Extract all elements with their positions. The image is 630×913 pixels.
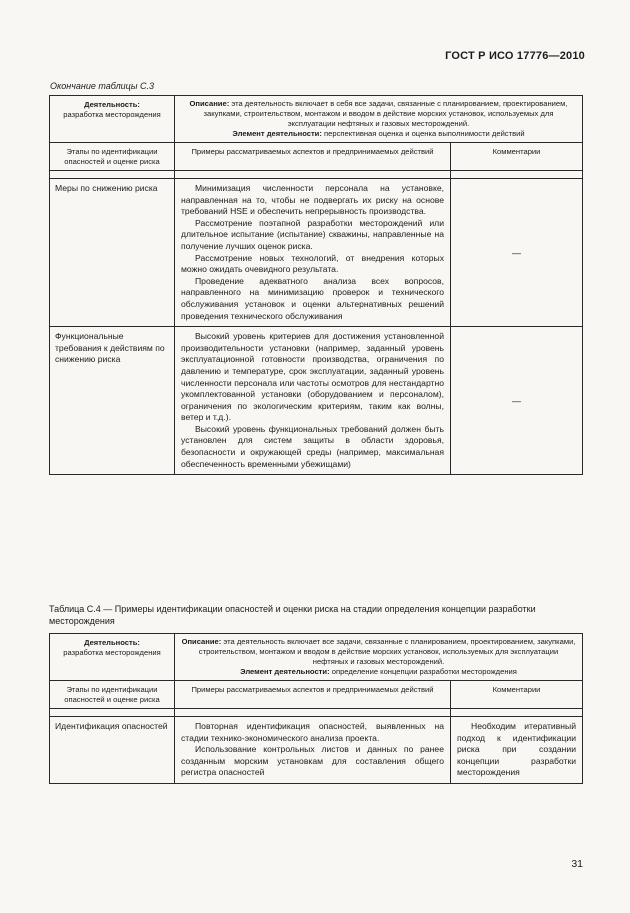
table-c4-element-text: определение концепции разработки месторождения (331, 667, 517, 676)
table-c3-row2-comment: — (451, 327, 583, 475)
table-c3-description-cell (175, 96, 583, 143)
table-c3-col-examples: Примеры рассматриваемых аспектов и предпринимаемых действий (175, 143, 451, 171)
table-c4-description-label: Описание: (181, 637, 222, 646)
paragraph: Высокий уровень критериев для достижения установленной производительности установки (например, заданный уровень эксплуатационной готовности производства, ограничения по давлению и температуре, срок эксплуатации, заданный уровень численности персонала или частоты осмотров для нестандартно укомплектованной установки (оборудованием и персоналом), ограничения по экологическим критериям, таким как волны, ветер и т.д.). (181, 331, 444, 423)
table-c3-col-comments: Комментарии (451, 143, 583, 171)
table-row (50, 717, 583, 784)
table-row (50, 327, 583, 475)
table-c3-row1-stage: Меры по снижению риска (50, 179, 175, 327)
table-c3-description-label: Описание: (189, 99, 230, 108)
table-c4-activity-text: разработка месторождения (63, 648, 161, 657)
page-number: 31 (571, 858, 583, 870)
table-c3-activity-label: Деятельность: (84, 100, 140, 109)
paragraph: Необходим итеративный подход к идентификации риска при создании концепции разработки месторождения (457, 721, 577, 778)
table-c4-activity-label: Деятельность: (84, 638, 140, 647)
table-c4-col-comments: Комментарии (451, 681, 583, 709)
table-c3-activity-text: разработка месторождения (63, 110, 161, 119)
table-c4-element-label: Элемент деятельности: (240, 667, 330, 676)
table-row (50, 179, 583, 327)
paragraph: Высокий уровень функциональных требований должен быть установлен для систем защиты в области здоровья, безопасности и окружающей среды (например, максимальная обеспеченность временными убежищами) (181, 423, 444, 469)
paragraph: Рассмотрение новых технологий, от внедрения которых можно ожидать очевидного результата. (181, 252, 444, 275)
table-c3-row1-comment: — (451, 179, 583, 327)
table-c3-row1-examples (175, 179, 451, 327)
paragraph: Рассмотрение поэтапной разработки месторождений или длительное испытание (испытание) скважины, направленные на получение лучших оценок риска. (181, 217, 444, 251)
table-c3-caption: Окончание таблицы С.3 (50, 81, 154, 91)
document-standard-code: ГОСТ Р ИСО 17776—2010 (445, 50, 585, 62)
table-c4-description-cell (175, 634, 583, 681)
paragraph: Повторная идентификация опасностей, выявленных на стадии технико-экономического анализа проекта. (181, 721, 444, 743)
table-c4 (49, 633, 583, 784)
table-c3-row2-examples (175, 327, 451, 475)
table-c4-activity-cell (50, 634, 175, 681)
table-c4-row1-comment (451, 717, 583, 784)
paragraph: Проведение адекватного анализа всех вопросов, направленного на минимизацию проверок и технического обслуживания установок и оценки альтернативных решений проведения технического обслуживания (181, 275, 444, 321)
table-c4-description-text: эта деятельность включает все задачи, связанные с планированием, проектированием, закупками, строительством, монтажом и вводом в действие морских установок, используемых для эксплуатации нефтяных и газовых месторождений. (198, 637, 576, 666)
table-c3-element-label: Элемент деятельности: (232, 129, 322, 138)
table-c4-col-examples: Примеры рассматриваемых аспектов и предпринимаемых действий (175, 681, 451, 709)
table-c3-element-text: перспективная оценка и оценка выполнимости действий (324, 129, 525, 138)
table-c3-description-text: эта деятельность включает в себя все задачи, связанные с планированием, проектированием, закупками, строительством, монтажом и вводом в действие морских установок, используемых для эксплуатации нефтяных и газовых месторождений. (203, 99, 568, 128)
paragraph: Использование контрольных листов и данных по ранее созданным морским установкам для составления общего регистра опасностей (181, 744, 444, 778)
table-c3-row2-stage: Функциональные требования к действиям по снижению риска (50, 327, 175, 475)
table-c4-row1-examples (175, 717, 451, 784)
table-c4-row1-stage: Идентификация опасностей (50, 717, 175, 784)
paragraph: Минимизация численности персонала на установке, направленная на то, чтобы не подвергать их риску на основе требований HSE и обеспечить непрерывность производства. (181, 183, 444, 217)
table-c3-activity-cell (50, 96, 175, 143)
table-c3 (49, 95, 583, 475)
table-c4-caption: Таблица С.4 — Примеры идентификации опасностей и оценки риска на стадии определения концепции разработки месторождения (49, 604, 536, 626)
table-c4-col-stages: Этапы по идентификации опасностей и оценке риска (50, 681, 175, 709)
table-c3-col-stages: Этапы по идентификации опасностей и оценке риска (50, 143, 175, 171)
